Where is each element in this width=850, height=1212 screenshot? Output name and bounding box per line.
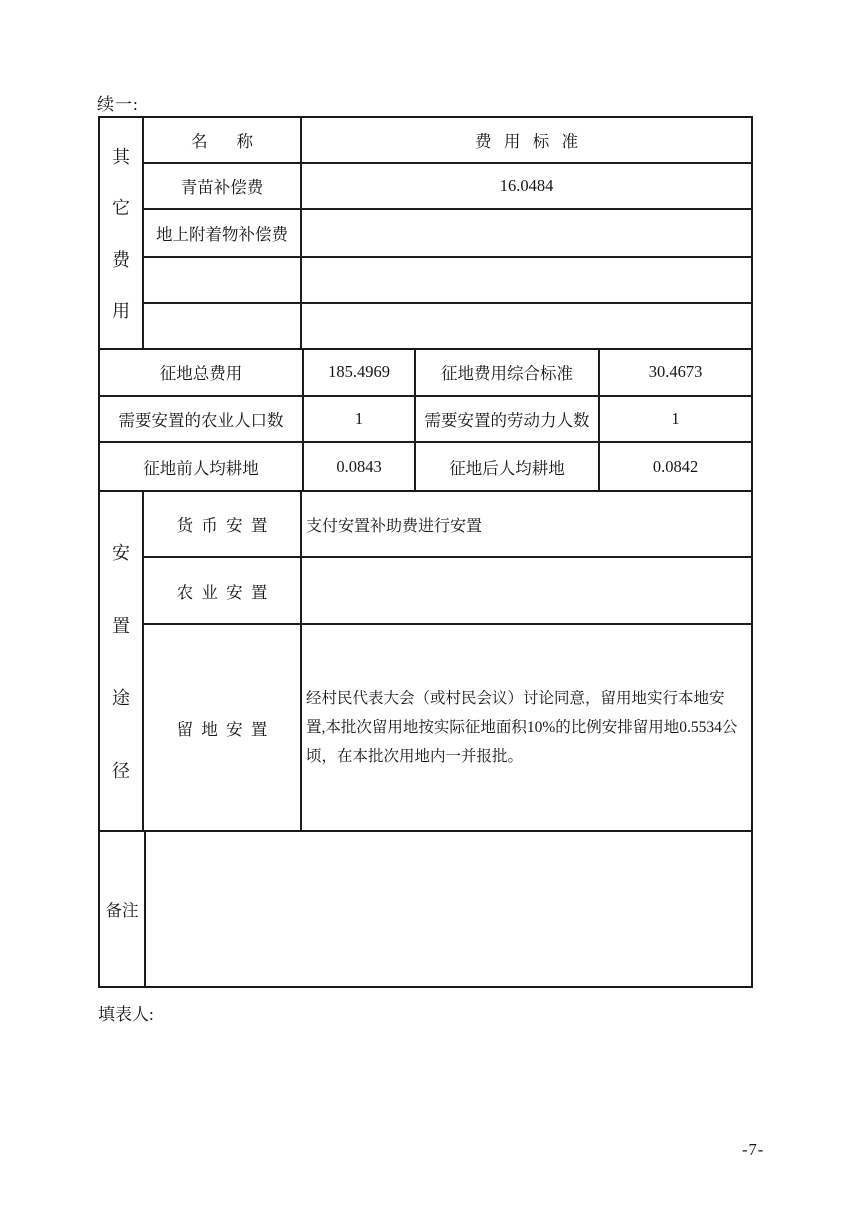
reserved-land-resettlement-content: 经村民代表大会（或村民会议）讨论同意，留用地实行本地安置,本批次留用地按实际征地面积10%的比例安排留用地0.5534公顷，在本批次用地内一并报批。 — [306, 690, 738, 765]
side-char: 径 — [112, 761, 130, 782]
agricultural-resettlement-content — [302, 558, 751, 623]
remarks-label: 备注 — [100, 832, 146, 986]
continuation-label: 续一: — [97, 95, 139, 114]
fee-value-attachments — [302, 210, 751, 256]
side-char: 用 — [112, 300, 130, 321]
labor-count-label: 需要安置的劳动力人数 — [416, 397, 600, 442]
summary-section — [100, 348, 751, 490]
form-filler-label: 填表人: — [98, 1005, 154, 1024]
comprehensive-standard-label: 征地费用综合标准 — [416, 350, 600, 395]
monetary-resettlement-content: 支付安置补助费进行安置 — [306, 517, 483, 535]
page-number: -7- — [742, 1140, 765, 1159]
agricultural-resettlement-label: 农 业 安 置 — [144, 558, 302, 623]
table-row — [100, 443, 751, 490]
side-char: 途 — [112, 688, 130, 709]
side-char: 安 — [112, 542, 130, 563]
reserved-land-resettlement-label: 留 地 安 置 — [144, 625, 302, 830]
remarks-section — [100, 830, 751, 986]
fee-value-empty — [302, 258, 751, 302]
header-name: 名 称 — [144, 118, 302, 162]
agri-population-value: 1 — [304, 397, 416, 442]
monetary-resettlement-label: 货 币 安 置 — [144, 492, 302, 556]
per-capita-before-label: 征地前人均耕地 — [100, 443, 304, 490]
fee-value-empty — [302, 304, 751, 348]
fee-name-seedling: 青苗补偿费 — [144, 164, 302, 208]
table-header-row — [144, 118, 751, 164]
table-row — [100, 397, 751, 444]
resettlement-side-label — [100, 492, 144, 830]
total-fee-value: 185.4969 — [304, 350, 416, 395]
per-capita-before-value: 0.0843 — [304, 443, 416, 490]
labor-count-value: 1 — [671, 408, 680, 428]
side-char: 它 — [112, 198, 130, 219]
table-row — [144, 258, 751, 304]
total-fee-label: 征地总费用 — [100, 350, 304, 395]
remarks-content — [146, 832, 751, 986]
resettlement-section — [100, 490, 751, 830]
side-char: 费 — [112, 249, 130, 270]
table-row — [144, 558, 751, 625]
table-row — [144, 625, 751, 830]
per-capita-after-value: 0.0842 — [652, 456, 699, 476]
fee-name-attachments: 地上附着物补偿费 — [144, 210, 302, 256]
table-row — [144, 492, 751, 558]
side-char: 置 — [112, 615, 130, 636]
side-char: 其 — [112, 147, 130, 168]
table-row — [100, 350, 751, 397]
fee-name-empty — [144, 304, 302, 348]
fee-value-seedling: 16.0484 — [499, 176, 554, 195]
header-fee-standard: 费 用 标 准 — [474, 132, 579, 151]
table-row — [144, 164, 751, 210]
per-capita-after-label: 征地后人均耕地 — [416, 443, 600, 490]
land-acquisition-table — [98, 116, 753, 988]
table-row — [144, 304, 751, 348]
agri-population-label: 需要安置的农业人口数 — [100, 397, 304, 442]
other-fees-section — [100, 118, 751, 348]
comprehensive-standard-value: 30.4673 — [648, 362, 703, 382]
fee-name-empty — [144, 258, 302, 302]
table-row — [144, 210, 751, 258]
other-fees-side-label — [100, 118, 144, 348]
